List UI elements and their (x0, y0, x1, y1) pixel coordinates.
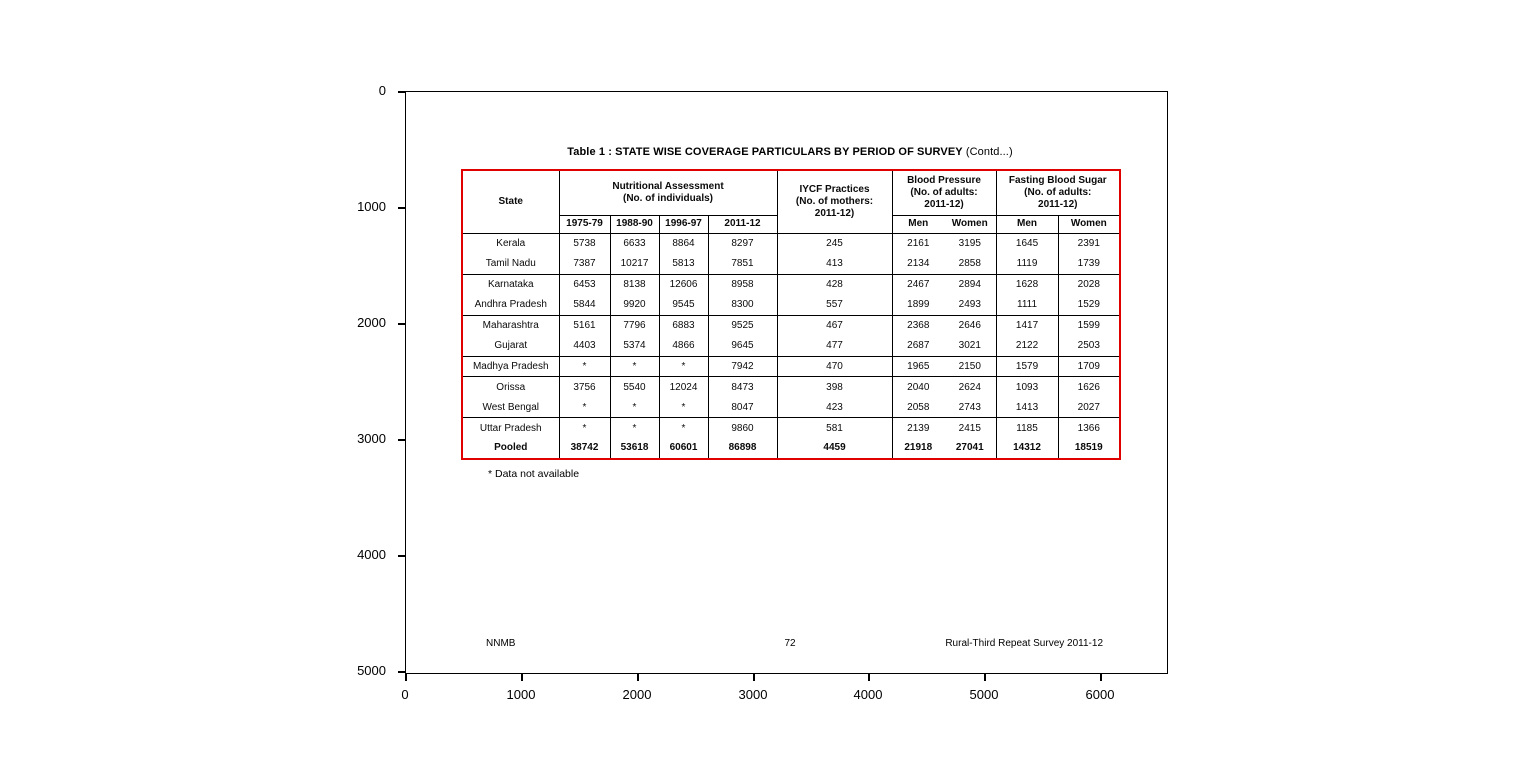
header-row-groups (462, 170, 1120, 215)
cell: 1645 (996, 233, 1058, 254)
y-tick-label: 3000 (357, 431, 386, 446)
bp-line3: 2011-12) (924, 198, 964, 210)
table-row-karnataka (462, 274, 1120, 295)
cell: 12024 (659, 377, 708, 398)
cell: 1579 (996, 356, 1058, 377)
state-name: Andhra Pradesh (462, 295, 559, 316)
cell: 2058 (892, 397, 944, 418)
cell: 8473 (708, 377, 777, 398)
state-name: West Bengal (462, 397, 559, 418)
cell: 21918 (892, 438, 944, 459)
header-state: State (462, 170, 559, 233)
y-tick-label: 4000 (357, 547, 386, 562)
header-iycf (777, 170, 892, 233)
x-axis-labels (401, 687, 1168, 707)
x-tick-mark (1100, 673, 1102, 681)
cell: 423 (777, 397, 892, 418)
cell: * (659, 418, 708, 439)
cell: 477 (777, 336, 892, 357)
footer-page-number: 72 (784, 638, 796, 649)
cell: 7942 (708, 356, 777, 377)
x-tick-mark (637, 673, 639, 681)
header-year-1975-79: 1975-79 (559, 215, 610, 233)
cell: 9860 (708, 418, 777, 439)
cell: 2624 (958, 381, 981, 393)
x-tick-mark (521, 673, 523, 681)
x-tick-label: 1000 (506, 687, 536, 702)
state-name: Tamil Nadu (462, 254, 559, 275)
cell: 4403 (559, 336, 610, 357)
cell: 1366 (1058, 418, 1120, 439)
cell: * (559, 418, 610, 439)
cell: 2858 (944, 254, 996, 275)
y-tick-label: 2000 (357, 315, 386, 330)
cell: * (610, 397, 659, 418)
cell: 1119 (996, 254, 1058, 275)
header-blood-pressure (892, 170, 996, 215)
table-row-orissa (462, 377, 1120, 398)
cell: 2894 (958, 279, 981, 290)
table-row-madhya-pradesh (462, 356, 1120, 377)
cell: 6883 (659, 315, 708, 336)
header-fbs-women: Women (1058, 215, 1120, 233)
x-tick-label: 5000 (969, 687, 999, 702)
fbs-line2: (No. of adults: (1024, 186, 1092, 198)
cell: * (659, 356, 708, 377)
cell: 2467 (892, 274, 944, 295)
table-row-kerala (462, 233, 1120, 254)
table-row-pooled (462, 438, 1120, 459)
footnote-data-not-available: * Data not available (488, 468, 580, 480)
cell: 27041 (955, 442, 984, 454)
na-line1: Nutritional Assessment (612, 180, 724, 192)
y-tick-mark (398, 207, 406, 209)
cell: 5844 (559, 295, 610, 316)
cell: 10217 (610, 254, 659, 275)
cell: 2743 (944, 397, 996, 418)
cell: 5738 (559, 233, 610, 254)
cell: 5813 (659, 254, 708, 275)
cell: 3195 (958, 238, 981, 249)
cell: 18519 (1058, 438, 1120, 459)
state-name: Uttar Pradesh (479, 422, 542, 434)
y-tick-label: 1000 (357, 199, 386, 214)
cell: 2139 (892, 418, 944, 439)
cell: 557 (777, 295, 892, 316)
table-row-tamil-nadu (462, 254, 1120, 275)
cell: 5161 (559, 315, 610, 336)
cell: 8958 (708, 274, 777, 295)
cell: 2646 (958, 320, 981, 331)
cell: 1529 (1058, 295, 1120, 316)
cell: * (559, 397, 610, 418)
cell: 428 (777, 274, 892, 295)
cell: 7387 (559, 254, 610, 275)
cell: 1413 (996, 397, 1058, 418)
cell: 5540 (610, 377, 659, 398)
state-name: Pooled (494, 442, 528, 454)
cell: 6453 (559, 274, 610, 295)
cell: 86898 (708, 438, 777, 459)
iycf-line2: (No. of mothers: (795, 195, 874, 207)
cell: 2028 (1058, 274, 1120, 295)
table-row-gujarat (462, 336, 1120, 357)
cell: 2493 (944, 295, 996, 316)
cell: 1709 (1058, 356, 1120, 377)
header-bp-women: Women (944, 215, 996, 233)
x-tick-label: 6000 (1085, 687, 1115, 702)
cell: 3756 (559, 377, 610, 398)
cell: 1599 (1058, 315, 1120, 336)
cell: 4459 (777, 438, 892, 459)
cell: 398 (777, 377, 892, 398)
cell: 4866 (659, 336, 708, 357)
cell: 53618 (610, 438, 659, 459)
y-tick-mark (398, 323, 406, 325)
cell: 581 (777, 418, 892, 439)
x-tick-label: 3000 (738, 687, 768, 702)
plot-area (405, 91, 1168, 674)
cell: 1628 (996, 274, 1058, 295)
cell: 1626 (1058, 377, 1120, 398)
footer-nnmb: NNMB (486, 638, 516, 649)
table-row-west-bengal (462, 397, 1120, 418)
y-tick-mark (398, 555, 406, 557)
cell: 6633 (610, 233, 659, 254)
coverage-table (461, 169, 1121, 460)
header-year-1988-90: 1988-90 (610, 215, 659, 233)
cell: 1739 (1058, 254, 1120, 275)
state-name: Madhya Pradesh (462, 356, 559, 377)
cell: 245 (777, 233, 892, 254)
cell: 3021 (944, 336, 996, 357)
x-tick-mark (753, 673, 755, 681)
state-name: Karnataka (487, 279, 534, 290)
cell: 2368 (892, 315, 944, 336)
table-title (461, 146, 1119, 158)
bp-line2: (No. of adults: (910, 186, 978, 198)
cell: 8297 (708, 233, 777, 254)
y-tick-label: 0 (378, 83, 386, 98)
header-year-1996-97: 1996-97 (659, 215, 708, 233)
fbs-line1: Fasting Blood Sugar (1008, 174, 1107, 186)
cell: 9525 (708, 315, 777, 336)
cell: 470 (777, 356, 892, 377)
cell: 1965 (892, 356, 944, 377)
cell: 1093 (996, 377, 1058, 398)
header-nutritional-assessment (559, 170, 777, 215)
cell: * (559, 356, 610, 377)
state-name: Orissa (496, 381, 526, 393)
table-row-uttar-pradesh (462, 418, 1120, 439)
iycf-line1: IYCF Practices (799, 183, 870, 195)
cell: 2161 (892, 233, 944, 254)
header-fbs-men: Men (996, 215, 1058, 233)
cell: 8300 (708, 295, 777, 316)
state-name: Maharashtra (482, 320, 539, 331)
cell: 1417 (996, 315, 1058, 336)
table-row-andhra-pradesh (462, 295, 1120, 316)
fbs-line3: 2011-12) (1038, 198, 1078, 210)
cell: 14312 (996, 438, 1058, 459)
header-fasting-blood-sugar (996, 170, 1120, 215)
cell: 2040 (892, 377, 944, 398)
cell: 2122 (996, 336, 1058, 357)
footer-survey-name: Rural-Third Repeat Survey 2011-12 (945, 638, 1103, 649)
cell: 2134 (892, 254, 944, 275)
cell: 2687 (892, 336, 944, 357)
na-line2: (No. of individuals) (623, 192, 713, 204)
header-year-2011-12: 2011-12 (708, 215, 777, 233)
cell: 60601 (659, 438, 708, 459)
table-title-main: Table 1 : STATE WISE COVERAGE PARTICULARS BY PERIOD OF SURVEY (567, 146, 963, 158)
header-bp-men: Men (892, 215, 944, 233)
y-tick-label: 5000 (357, 663, 386, 678)
cell: 12606 (659, 274, 708, 295)
x-tick-label: 0 (401, 687, 409, 702)
cell: 1111 (996, 295, 1058, 316)
cell: 2503 (1058, 336, 1120, 357)
cell: 413 (777, 254, 892, 275)
y-tick-mark (398, 91, 406, 93)
cell: 2415 (958, 422, 981, 434)
cell: 1185 (996, 418, 1058, 439)
cell: 2150 (944, 356, 996, 377)
x-tick-label: 4000 (853, 687, 883, 702)
table-title-contd: (Contd...) (965, 146, 1013, 158)
table-row-maharashtra (462, 315, 1120, 336)
bp-line1: Blood Pressure (907, 174, 981, 186)
x-tick-label: 2000 (622, 687, 652, 702)
x-tick-mark (984, 673, 986, 681)
cell: 5374 (610, 336, 659, 357)
x-tick-mark (405, 673, 407, 681)
cell: * (659, 397, 708, 418)
cell: 2027 (1058, 397, 1120, 418)
cell: 467 (777, 315, 892, 336)
iycf-line3: 2011-12) (814, 207, 855, 219)
cell: 9645 (708, 336, 777, 357)
cell: * (610, 418, 659, 439)
cell: * (610, 356, 659, 377)
cell: 8864 (659, 233, 708, 254)
y-axis-labels (330, 83, 396, 678)
page-footer (461, 638, 1119, 652)
cell: 38742 (559, 438, 610, 459)
cell: 8047 (708, 397, 777, 418)
cell: 8138 (610, 274, 659, 295)
cell: 7851 (708, 254, 777, 275)
cell: 7796 (610, 315, 659, 336)
x-tick-mark (868, 673, 870, 681)
y-tick-mark (398, 439, 406, 441)
cell: 9545 (659, 295, 708, 316)
cell: 2391 (1058, 233, 1120, 254)
state-name: Gujarat (462, 336, 559, 357)
cell: 1899 (892, 295, 944, 316)
cell: 9920 (610, 295, 659, 316)
state-name: Kerala (496, 238, 526, 249)
